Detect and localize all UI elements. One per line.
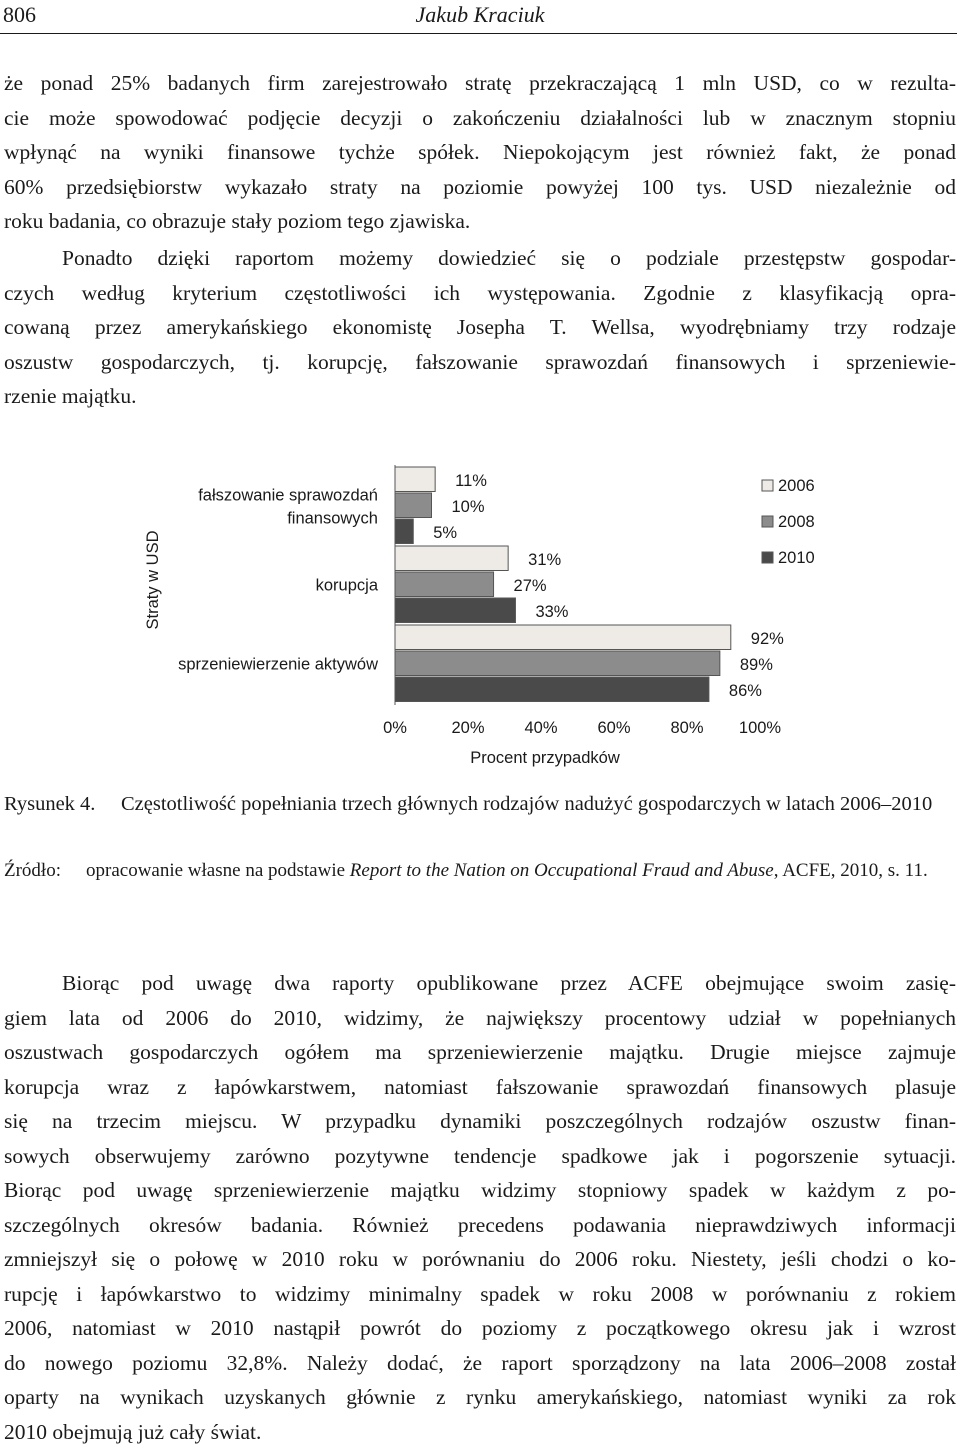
paragraph-line: Biorąc pod uwagę dwa raporty opublikowane przez ACFE obejmujące swoim zasię-	[62, 971, 956, 995]
x-axis-ticks	[383, 719, 781, 737]
page-header	[0, 0, 960, 34]
paragraph-line: giem lata od 2006 do 2010, widzimy, że największy procentowy udział w popełnianych	[4, 1005, 956, 1030]
bar-2010-1	[395, 598, 515, 623]
legend-label: 2010	[778, 549, 815, 567]
bar-value-label: 31%	[528, 551, 562, 569]
paragraph-2	[4, 241, 956, 414]
bar-2008-1	[395, 572, 494, 597]
source-label: Źródło:	[4, 860, 61, 881]
paragraph-line: 60% przedsiębiorstw wykazało straty na poziomie powyżej 100 tys. USD niezależnie od	[4, 174, 956, 199]
x-tick-label: 60%	[597, 719, 631, 737]
bar-2010-2	[395, 677, 709, 702]
paragraph-1	[4, 66, 956, 239]
paragraph-line: że ponad 25% badanych firm zarejestrowało stratę przekraczającą 1 mln USD, co w rezulta-	[4, 71, 956, 95]
x-tick-label: 0%	[383, 719, 407, 737]
paragraph-line: sowych obserwujemy zarówno pozytywne tendencje spadkowe jak i pogorszenie sytuacji.	[4, 1143, 956, 1168]
paragraph-line: cie może spowodować podjęcie decyzji o zakończeniu działalności lub w znacznym stopniu	[4, 105, 956, 130]
category-label: finansowych	[287, 509, 378, 528]
paragraph-line: rupcję i łapówkarstwo to widzimy minimalny spadek w roku 2008 w porównaniu z rokiem	[4, 1281, 956, 1306]
bar-2008-2	[395, 651, 720, 676]
fraud-frequency-chart	[130, 450, 830, 780]
bar-value-label: 11%	[455, 472, 487, 490]
x-axis-title: Procent przypadków	[470, 749, 620, 767]
source-text	[86, 855, 957, 886]
paragraph-line: do nowego poziomu 32,8%. Należy dodać, że raport sporządzony na lata 2006–2008 został	[4, 1350, 956, 1375]
legend-swatch-2006	[762, 480, 773, 491]
category-label: sprzeniewierzenie aktywów	[178, 655, 378, 674]
bar-value-label: 92%	[750, 630, 784, 648]
paragraph-line: się na trzecim miejscu. W przypadku dynamiki poszczególnych rodzajów oszustw finan-	[4, 1109, 956, 1133]
bar-value-label: 27%	[513, 577, 547, 595]
source-text-before: opracowanie własne na podstawie	[86, 860, 350, 881]
bar-2006-0	[395, 467, 435, 492]
paragraph-line: rzenie majątku.	[4, 384, 137, 408]
paragraph-line: oszustwach gospodarczych ogółem ma sprzeniewierzenie majątku. Drugie miejsce zajmuje	[4, 1040, 956, 1064]
bar-value-label: 5%	[433, 524, 458, 542]
paragraph-line: oparty na wynikach uzyskanych głównie z rynku amerykańskiego, natomiast wyniki za rok	[4, 1385, 956, 1409]
caption-text: Częstotliwość popełniania trzech głównych rodzajów nadużyć gospodarczych w latach 2006–2010	[121, 793, 933, 815]
running-head: Jakub Kraciuk	[415, 2, 545, 27]
paragraph-line: szczególnych okresów badania. Również precedens podawania nieprawdziwych informacji	[4, 1212, 956, 1237]
paragraph-line: wpłynąć na wyniki finansowe tychże spółek. Niepokojącym jest również fakt, że ponad	[4, 140, 956, 164]
x-tick-label: 80%	[670, 719, 704, 737]
page-number: 806	[3, 2, 36, 27]
paragraph-line: 2010 obejmują już cały świat.	[4, 1419, 262, 1444]
paragraph-line: cowaną przez amerykańskiego ekonomistę Josepha T. Wellsa, wyodrębniamy trzy rodzaje	[4, 315, 956, 339]
legend-swatch-2010	[762, 552, 773, 563]
bar-value-label: 86%	[728, 682, 762, 700]
bar-2010-0	[395, 519, 413, 544]
chart-bars	[395, 467, 731, 702]
chart-category-labels	[178, 486, 379, 673]
bar-2008-0	[395, 493, 432, 518]
chart-legend	[762, 477, 815, 567]
x-tick-label: 100%	[738, 719, 782, 737]
bar-2006-2	[395, 625, 731, 650]
paragraph-line: czych według kryterium częstotliwości ich występowania. Zgodnie z klasyfikacją opra-	[4, 280, 956, 305]
bar-value-label: 89%	[739, 656, 773, 674]
bar-2006-1	[395, 546, 508, 571]
category-label: korupcja	[315, 576, 378, 595]
paragraph-line: roku badania, co obrazuje stały poziom tego zjawiska.	[4, 209, 471, 233]
bar-value-label: 33%	[535, 603, 569, 621]
bar-value-label: 10%	[451, 498, 485, 516]
legend-swatch-2008	[762, 516, 773, 527]
y-axis-title: Straty w USD	[144, 530, 162, 630]
paragraph-line: zmniejszył się o połowę w 2010 roku w porównaniu do 2006 roku. Niestety, jeśli chodzi o ko-	[4, 1247, 956, 1271]
paragraph-line: korupcja wraz z łapówkarstwem, natomiast fałszowanie sprawozdań finansowych plasuje	[4, 1074, 956, 1099]
caption-label: Rysunek 4.	[4, 793, 96, 815]
paragraph-3	[4, 966, 956, 1449]
paragraph-line: 2006, natomiast w 2010 nastąpił powrót do poziomy z początkowego okresu jak i wzrost	[4, 1316, 956, 1340]
paragraph-line: oszustw gospodarczych, tj. korupcję, fałszowanie sprawozdań finansowych i sprzeniewie-	[4, 349, 956, 374]
source-text-after: , ACFE, 2010, s. 11.	[773, 860, 928, 881]
x-tick-label: 20%	[451, 719, 485, 737]
source-report-title: Report to the Nation on Occupational Fraud and Abuse	[349, 860, 774, 881]
paragraph-line: Ponadto dzięki raportom możemy dowiedzieć się o podziale przestępstw gospodar-	[62, 246, 956, 270]
paragraph-line: Biorąc pod uwagę sprzeniewierzenie majątku widzimy stopniowy spadek w każdym z po-	[4, 1178, 956, 1202]
category-label: fałszowanie sprawozdań	[198, 486, 378, 505]
legend-label: 2006	[778, 477, 815, 495]
header-rule	[0, 33, 957, 34]
x-tick-label: 40%	[524, 719, 558, 737]
legend-label: 2008	[778, 513, 815, 531]
